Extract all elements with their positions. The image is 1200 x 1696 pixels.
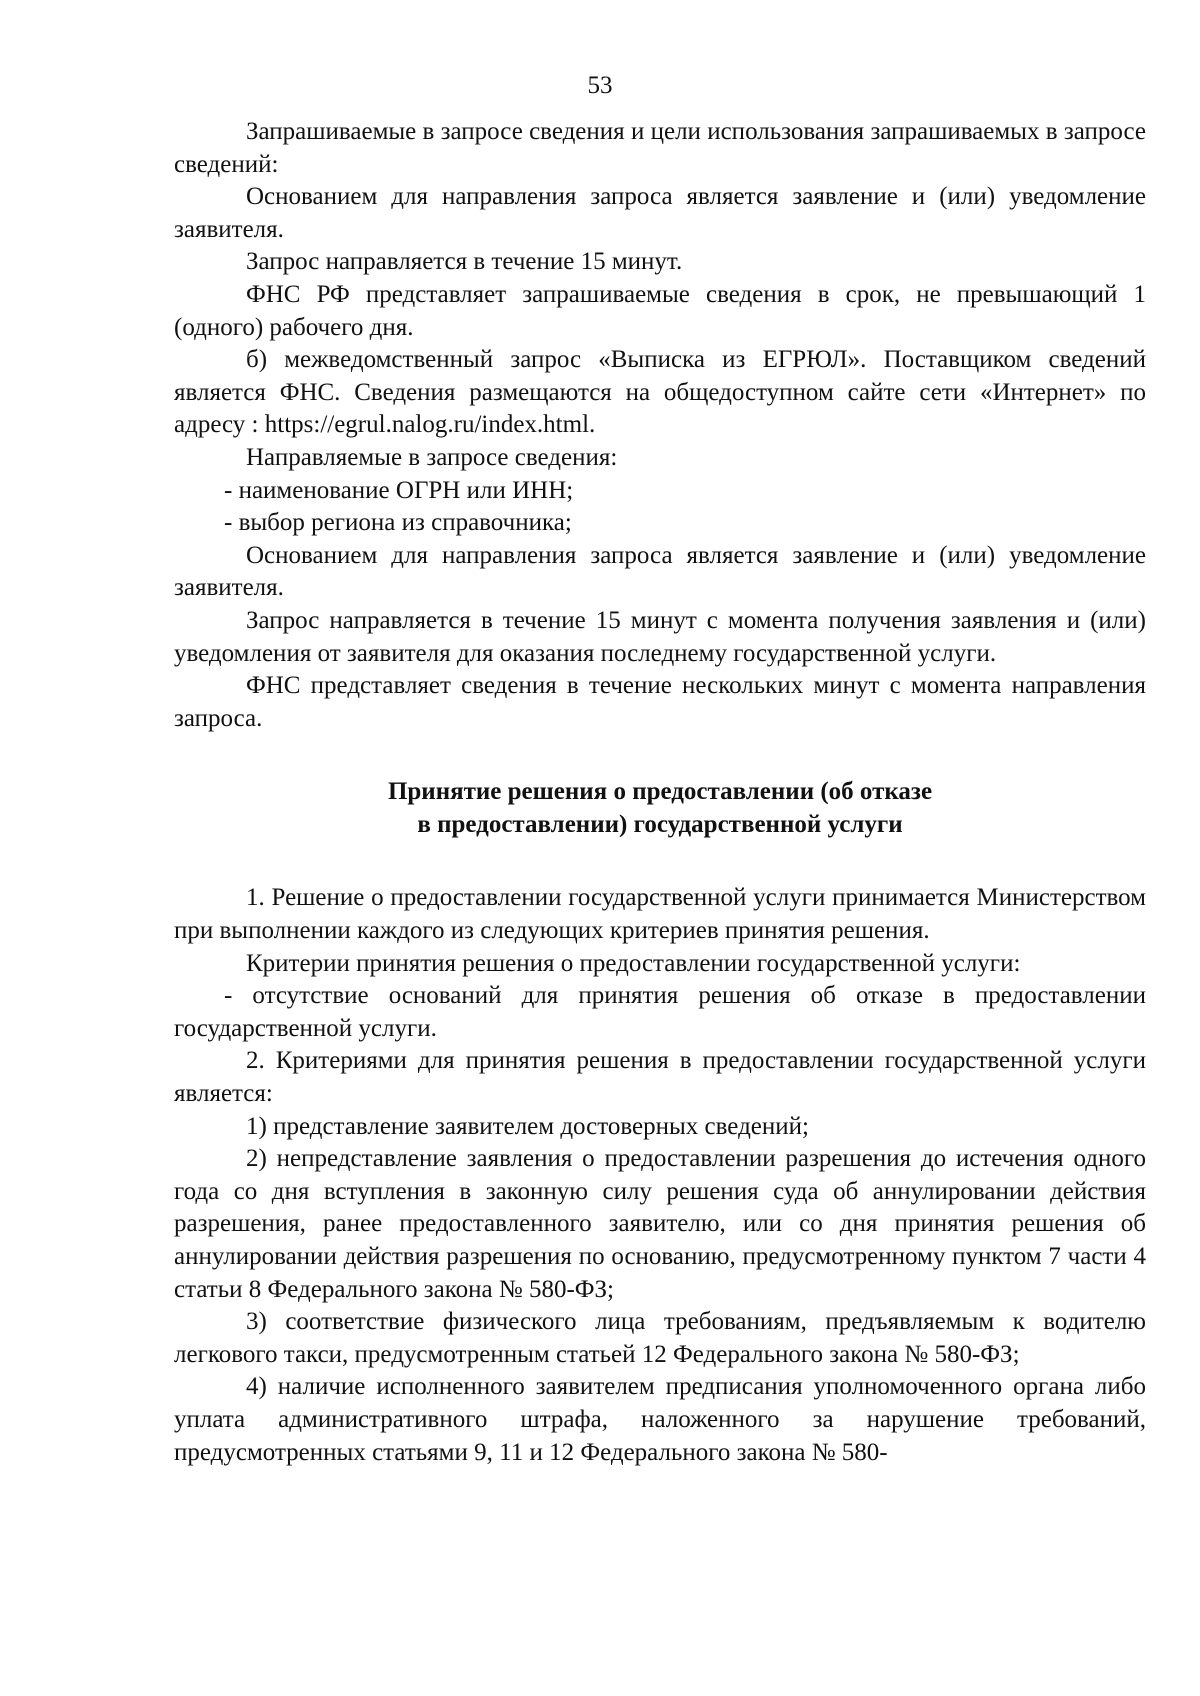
paragraph-criteria-intro: Критерии принятия решения о предоставлении государственной услуги: xyxy=(246,949,1021,977)
paragraph-request-timing: Запрос направляется в течение 15 минут. xyxy=(246,248,683,276)
list-item-no-grounds: - отсутствие оснований для принятия решения об отказе в предоставлении государственной услуги. xyxy=(174,982,1146,1042)
paragraph-criteria-2: 2. Критериями для принятия решения в предоставлении государственной услуги является: xyxy=(174,1047,1146,1108)
list-item-criterion-1: 1) представление заявителем достоверных сведений; xyxy=(246,1112,809,1140)
list-item-region: - выбор региона из справочника; xyxy=(224,509,572,537)
section-heading-line-2: в предоставлении) государственной услуги xyxy=(417,810,903,838)
paragraph-decision-1: 1. Решение о предоставлении государственной услуги принимается Министерством при выполнении каждого из следующих критериев принятия решения. xyxy=(174,884,1146,945)
paragraph-request-basis-2: Основанием для направления запроса является заявление и (или) уведомление заявителя. xyxy=(174,541,1146,602)
section-heading xyxy=(174,776,1146,841)
paragraph-requested-info: Запрашиваемые в запросе сведения и цели использования запрашиваемых в запросе сведений: xyxy=(174,118,1146,178)
list-item-ogrn-inn: - наименование ОГРН или ИНН; xyxy=(224,476,574,504)
paragraph-fns-response: ФНС представляет сведения в течение нескольких минут с момента направления запроса. xyxy=(174,672,1146,732)
paragraph-egrul-request: б) межведомственный запрос «Выписка из ЕГРЮЛ». Поставщиком сведений является ФНС. Сведения размещаются на общедоступном сайте сети «Интернет» по адресу : https://egrul.nalog.ru/index.html. xyxy=(174,346,1146,439)
list-item-criterion-4: 4) наличие исполненного заявителем предписания уполномоченного органа либо уплата административного штрафа, наложенного за нарушение требований, предусмотренных статьями 9, 11 и 12 Федерального закона № 580- xyxy=(174,1373,1146,1466)
document-body xyxy=(174,116,1146,1469)
page-number: 53 xyxy=(587,72,613,99)
paragraph-request-timing-2: Запрос направляется в течение 15 минут с момента получения заявления и (или) уведомления от заявителя для оказания последнему государственной услуги. xyxy=(174,606,1146,667)
paragraph-fns-deadline: ФНС РФ представляет запрашиваемые сведения в срок, не превышающий 1 (одного) рабочего дня. xyxy=(174,280,1146,341)
list-item-criterion-2: 2) непредставление заявления о предоставлении разрешения до истечения одного года со дня вступления в законную силу решения суда об аннулировании действия разрешения, ранее предоставленного заявителю, или со дня принятия решения об аннулировании действия разрешения по основанию, предусмотренному пунктом 7 части 4 статьи 8 Федерального закона № 580-ФЗ; xyxy=(174,1145,1146,1303)
paragraph-request-basis: Основанием для направления запроса является заявление и (или) уведомление заявителя. xyxy=(174,183,1146,243)
section-heading-line-1: Принятие решения о предоставлении (об отказе xyxy=(387,778,933,806)
list-item-criterion-3: 3) соответствие физического лица требованиям, предъявляемым к водителю легкового такси, предусмотренным статьей 12 Федерального закона № 580-ФЗ; xyxy=(174,1308,1146,1368)
paragraph-sent-info: Направляемые в запросе сведения: xyxy=(246,443,618,471)
